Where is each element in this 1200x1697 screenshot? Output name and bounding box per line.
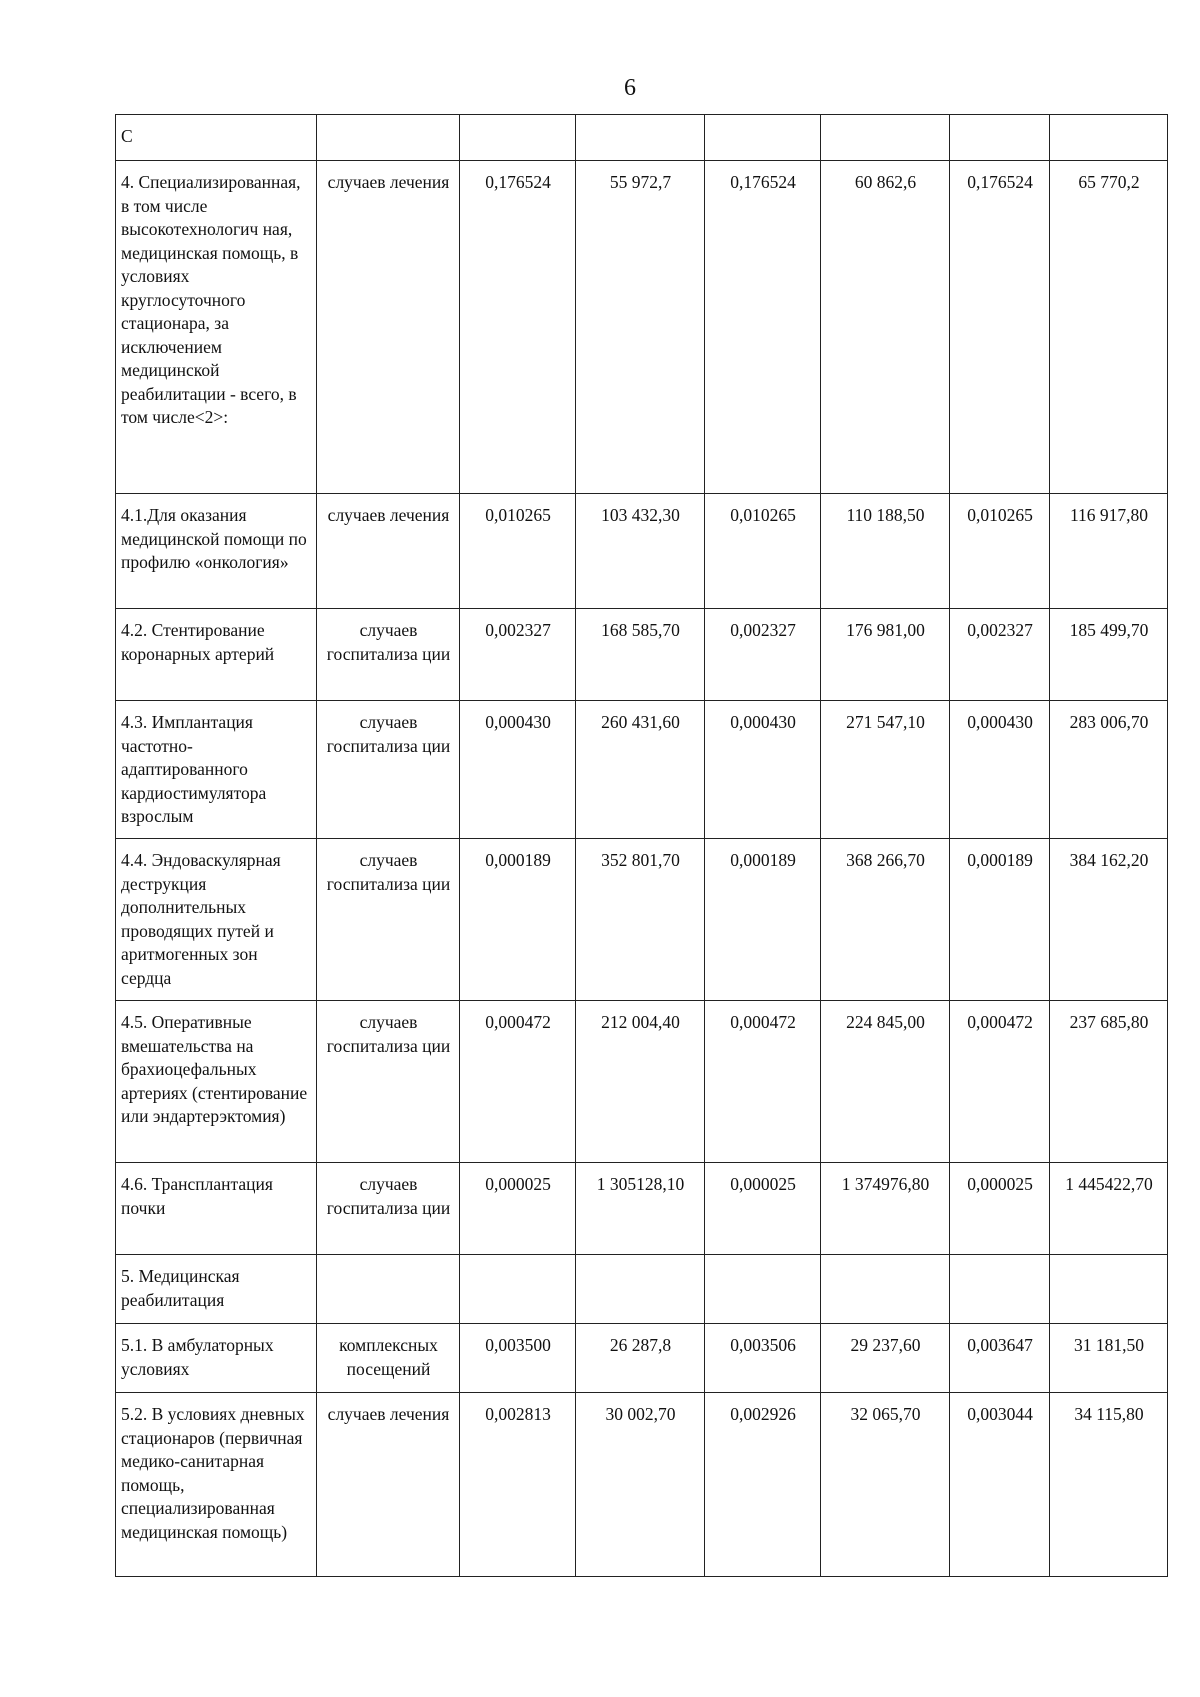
row-label: 5.2. В условиях дневных стационаров (первичная медико-санитарная помощь, специализированная медицинская помощь) <box>116 1393 317 1577</box>
volume-norm-year3: 0,003647 <box>950 1324 1050 1393</box>
cost-norm-year3: 34 115,80 <box>1050 1393 1168 1577</box>
volume-norm-year2: 0,176524 <box>705 161 821 494</box>
unit-cell <box>317 115 460 161</box>
unit-cell: случаев госпитализа ции <box>317 1163 460 1255</box>
cost-norm-year2 <box>821 1255 950 1324</box>
volume-norm-year3: 0,000189 <box>950 839 1050 1001</box>
table-row <box>116 1393 1168 1577</box>
table-row <box>116 494 1168 609</box>
table-row <box>116 839 1168 1001</box>
volume-norm-year1 <box>460 1255 576 1324</box>
volume-norm-year1: 0,003500 <box>460 1324 576 1393</box>
volume-norm-year2: 0,000430 <box>705 701 821 839</box>
cost-norm-year3: 384 162,20 <box>1050 839 1168 1001</box>
row-label: 4. Специализированная, в том числе высокотехнологич ная, медицинская помощь, в условиях круглосуточного стационара, за исключением медицинской реабилитации - всего, в том числе<2>: <box>116 161 317 494</box>
cost-norm-year3: 237 685,80 <box>1050 1001 1168 1163</box>
cost-norm-year2: 224 845,00 <box>821 1001 950 1163</box>
volume-norm-year3: 0,000025 <box>950 1163 1050 1255</box>
row-label: 4.6. Трансплантация почки <box>116 1163 317 1255</box>
cost-norm-year2: 110 188,50 <box>821 494 950 609</box>
cost-norm-year2: 176 981,00 <box>821 609 950 701</box>
volume-norm-year1: 0,000025 <box>460 1163 576 1255</box>
cost-norm-year1: 260 431,60 <box>576 701 705 839</box>
volume-norm-year3: 0,010265 <box>950 494 1050 609</box>
cost-norm-year3 <box>1050 1255 1168 1324</box>
row-label: 4.5. Оперативные вмешательства на брахиоцефальных артериях (стентирование или эндартерэктомия) <box>116 1001 317 1163</box>
table-row <box>116 609 1168 701</box>
volume-norm-year3: 0,002327 <box>950 609 1050 701</box>
row-label: 4.4. Эндоваскулярная деструкция дополнительных проводящих путей и аритмогенных зон сердца <box>116 839 317 1001</box>
volume-norm-year2: 0,000189 <box>705 839 821 1001</box>
cost-norm-year2: 60 862,6 <box>821 161 950 494</box>
volume-norm-year3: 0,003044 <box>950 1393 1050 1577</box>
table-body <box>116 115 1168 1577</box>
volume-norm-year1: 0,000430 <box>460 701 576 839</box>
row-label: 4.1.Для оказания медицинской помощи по профилю «онкология» <box>116 494 317 609</box>
cost-norm-year1: 168 585,70 <box>576 609 705 701</box>
table-row <box>116 1255 1168 1324</box>
row-label: 4.3. Имплантация частотно-адаптированного кардиостимулятора взрослым <box>116 701 317 839</box>
cost-norm-year2: 1 374976,80 <box>821 1163 950 1255</box>
volume-norm-year2: 0,000472 <box>705 1001 821 1163</box>
volume-norm-year2: 0,010265 <box>705 494 821 609</box>
volume-norm-year3 <box>950 115 1050 161</box>
volume-norm-year2: 0,002327 <box>705 609 821 701</box>
page-number: 6 <box>624 75 636 101</box>
cost-norm-year3: 31 181,50 <box>1050 1324 1168 1393</box>
volume-norm-year1: 0,000189 <box>460 839 576 1001</box>
unit-cell: случаев госпитализа ции <box>317 609 460 701</box>
unit-cell: случаев госпитализа ции <box>317 839 460 1001</box>
volume-norm-year2: 0,003506 <box>705 1324 821 1393</box>
cost-norm-year2 <box>821 115 950 161</box>
cost-norm-year1: 30 002,70 <box>576 1393 705 1577</box>
cost-norm-year2: 29 237,60 <box>821 1324 950 1393</box>
cost-norm-year2: 368 266,70 <box>821 839 950 1001</box>
cost-norm-year1 <box>576 1255 705 1324</box>
financing-norms-table <box>115 114 1168 1577</box>
unit-cell: случаев лечения <box>317 161 460 494</box>
cost-norm-year3: 1 445422,70 <box>1050 1163 1168 1255</box>
unit-cell: комплексных посещений <box>317 1324 460 1393</box>
volume-norm-year3: 0,000430 <box>950 701 1050 839</box>
volume-norm-year1: 0,002813 <box>460 1393 576 1577</box>
cost-norm-year2: 271 547,10 <box>821 701 950 839</box>
volume-norm-year1: 0,000472 <box>460 1001 576 1163</box>
cost-norm-year3 <box>1050 115 1168 161</box>
volume-norm-year3: 0,000472 <box>950 1001 1050 1163</box>
table-row <box>116 115 1168 161</box>
cost-norm-year1: 55 972,7 <box>576 161 705 494</box>
unit-cell <box>317 1255 460 1324</box>
cost-norm-year1: 1 305128,10 <box>576 1163 705 1255</box>
cost-norm-year1: 352 801,70 <box>576 839 705 1001</box>
cost-norm-year3: 185 499,70 <box>1050 609 1168 701</box>
volume-norm-year1 <box>460 115 576 161</box>
cost-norm-year1 <box>576 115 705 161</box>
volume-norm-year2 <box>705 115 821 161</box>
table-row <box>116 701 1168 839</box>
volume-norm-year3 <box>950 1255 1050 1324</box>
volume-norm-year1: 0,010265 <box>460 494 576 609</box>
row-label: С <box>116 115 317 161</box>
cost-norm-year1: 26 287,8 <box>576 1324 705 1393</box>
table-row <box>116 161 1168 494</box>
cost-norm-year1: 103 432,30 <box>576 494 705 609</box>
cost-norm-year3: 116 917,80 <box>1050 494 1168 609</box>
unit-cell: случаев лечения <box>317 494 460 609</box>
row-label: 5. Медицинская реабилитация <box>116 1255 317 1324</box>
row-label: 5.1. В амбулаторных условиях <box>116 1324 317 1393</box>
unit-cell: случаев госпитализа ции <box>317 1001 460 1163</box>
table-row <box>116 1324 1168 1393</box>
unit-cell: случаев лечения <box>317 1393 460 1577</box>
cost-norm-year1: 212 004,40 <box>576 1001 705 1163</box>
volume-norm-year3: 0,176524 <box>950 161 1050 494</box>
cost-norm-year3: 283 006,70 <box>1050 701 1168 839</box>
volume-norm-year2: 0,002926 <box>705 1393 821 1577</box>
table-row <box>116 1163 1168 1255</box>
volume-norm-year1: 0,002327 <box>460 609 576 701</box>
volume-norm-year2 <box>705 1255 821 1324</box>
volume-norm-year1: 0,176524 <box>460 161 576 494</box>
volume-norm-year2: 0,000025 <box>705 1163 821 1255</box>
unit-cell: случаев госпитализа ции <box>317 701 460 839</box>
cost-norm-year3: 65 770,2 <box>1050 161 1168 494</box>
table-row <box>116 1001 1168 1163</box>
row-label: 4.2. Стентирование коронарных артерий <box>116 609 317 701</box>
cost-norm-year2: 32 065,70 <box>821 1393 950 1577</box>
